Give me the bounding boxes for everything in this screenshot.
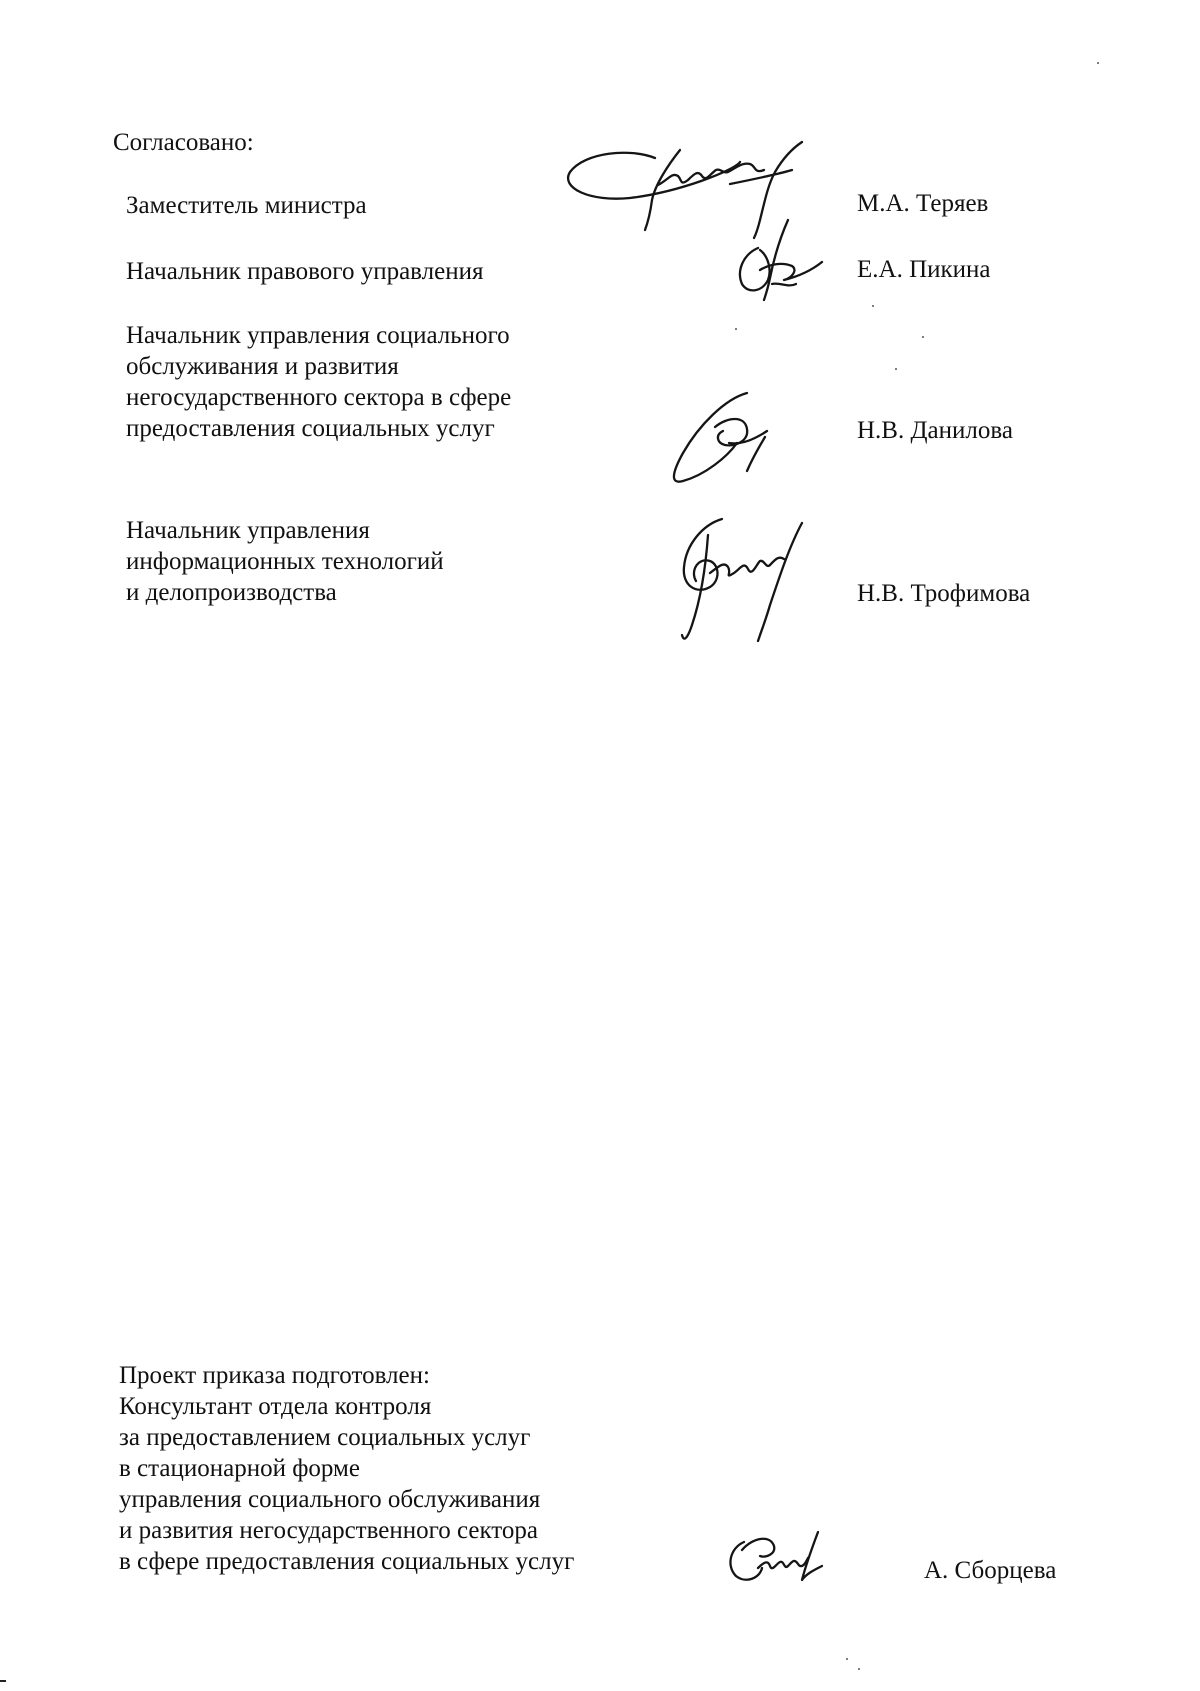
prepared-line-4: в стационарной форме <box>119 1455 360 1482</box>
approval-heading: Согласовано: <box>113 129 254 156</box>
approval-position-1-line: Заместитель министра <box>126 192 367 219</box>
prepared-line-2: Консультант отдела контроля <box>119 1393 432 1420</box>
approval-position-3-line-4: предоставления социальных услуг <box>126 415 495 442</box>
scan-speck <box>846 1658 848 1660</box>
signature-bortseva <box>722 1528 832 1590</box>
approval-position-3 <box>126 320 511 444</box>
scan-edge-mark <box>0 1680 6 1682</box>
approval-name-4: Н.В. Трофимова <box>857 580 1031 607</box>
prepared-line-1: Проект приказа подготовлен: <box>119 1362 430 1389</box>
approval-position-4-line-2: информационных технологий <box>126 548 444 575</box>
approval-position-4-line-1: Начальник управления <box>126 517 370 544</box>
scan-speck <box>895 368 897 370</box>
approval-position-3-line-3: негосударственного сектора в сфере <box>126 384 512 411</box>
scan-speck <box>735 328 737 330</box>
scan-speck <box>858 1668 860 1670</box>
approval-position-3-line-1: Начальник управления социального <box>126 322 510 349</box>
approval-position-3-line-2: обслуживания и развития <box>126 353 399 380</box>
approval-position-2-line: Начальник правового управления <box>126 258 484 285</box>
approval-position-2 <box>126 256 483 287</box>
scan-speck <box>922 336 924 338</box>
approval-name-3: Н.В. Данилова <box>857 417 1013 444</box>
prepared-line-6: и развития негосударственного сектора <box>119 1517 538 1544</box>
prepared-line-5: управления социального обслуживания <box>119 1486 541 1513</box>
scan-speck <box>872 305 874 307</box>
approval-position-1 <box>126 190 367 221</box>
signature-trofimova <box>662 515 812 650</box>
preparer-name: А. Сборцева <box>924 1557 1057 1584</box>
approval-position-4 <box>126 515 444 608</box>
signature-danilova <box>665 385 785 495</box>
signature-pikina <box>730 218 830 303</box>
approval-name-2: Е.А. Пикина <box>857 256 991 283</box>
prepared-line-3: за предоставлением социальных услуг <box>119 1424 531 1451</box>
approval-position-4-line-3: и делопроизводства <box>126 579 337 606</box>
scan-speck <box>1097 62 1099 64</box>
approval-name-1: М.А. Теряев <box>857 190 989 217</box>
prepared-by-block <box>119 1360 574 1577</box>
prepared-line-7: в сфере предоставления социальных услуг <box>119 1548 575 1575</box>
